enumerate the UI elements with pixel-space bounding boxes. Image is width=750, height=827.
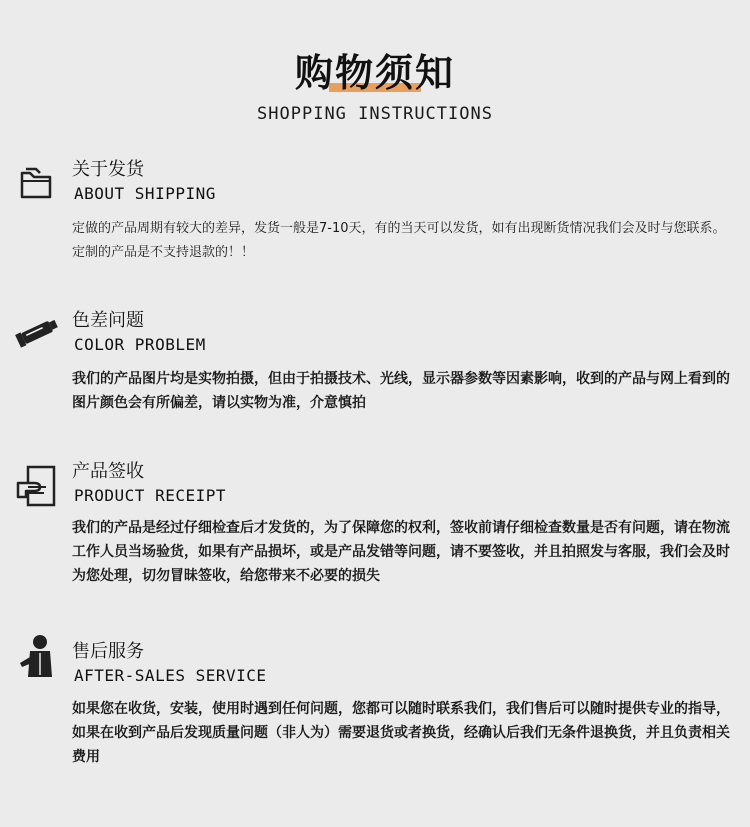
title-wrap — [295, 48, 455, 98]
service-person-icon — [14, 633, 62, 681]
folder-icon — [14, 161, 62, 209]
section-subtitle: PRODUCT RECEIPT — [74, 486, 226, 505]
section-body: 我们的产品图片均是实物拍摄，但由于拍摄技术、光线，显示器参数等因素影响，收到的产品与网上看到的图片颜色会有所偏差，请以实物为准，介意慎拍 — [72, 371, 730, 411]
hand-document-icon — [14, 463, 62, 511]
section-subtitle: AFTER-SALES SERVICE — [74, 666, 267, 685]
section-body: 如果您在收货，安装，使用时遇到任何问题，您都可以随时联系我们，我们售后可以随时提供专业的指导，如果在收到产品后发现质量问题（非人为）需要退货或者换货，经确认后我们无条件退换货，并且负责相关费用 — [72, 701, 730, 765]
page-title: 购物须知 — [294, 51, 455, 95]
paint-tube-icon — [14, 310, 62, 358]
section-body: 我们的产品是经过仔细检查后才发货的，为了保障您的权利，签收前请仔细检查数量是否有问题，请在物流工作人员当场验货，如果有产品损坏，或是产品发错等问题，请不要签收，并且拍照发与客服，我们会及时为您处理，切勿冒昧签收，给您带来不必要的损失 — [72, 520, 730, 584]
page-subtitle: SHOPPING INSTRUCTIONS — [257, 104, 493, 124]
section-subtitle: ABOUT SHIPPING — [74, 184, 216, 203]
section-body: 定做的产品周期有较大的差异，发货一般是7-10天，有的当天可以发货，如有出现断货情况我们会及时与您联系。定制的产品是不支持退款的！！ — [72, 221, 726, 260]
section-title: 售后服务 — [72, 641, 144, 662]
section-title: 色差问题 — [72, 310, 144, 331]
page-header — [0, 48, 750, 124]
section-title: 产品签收 — [72, 461, 144, 482]
section-subtitle: COLOR PROBLEM — [74, 335, 206, 354]
section-title: 关于发货 — [72, 159, 144, 180]
